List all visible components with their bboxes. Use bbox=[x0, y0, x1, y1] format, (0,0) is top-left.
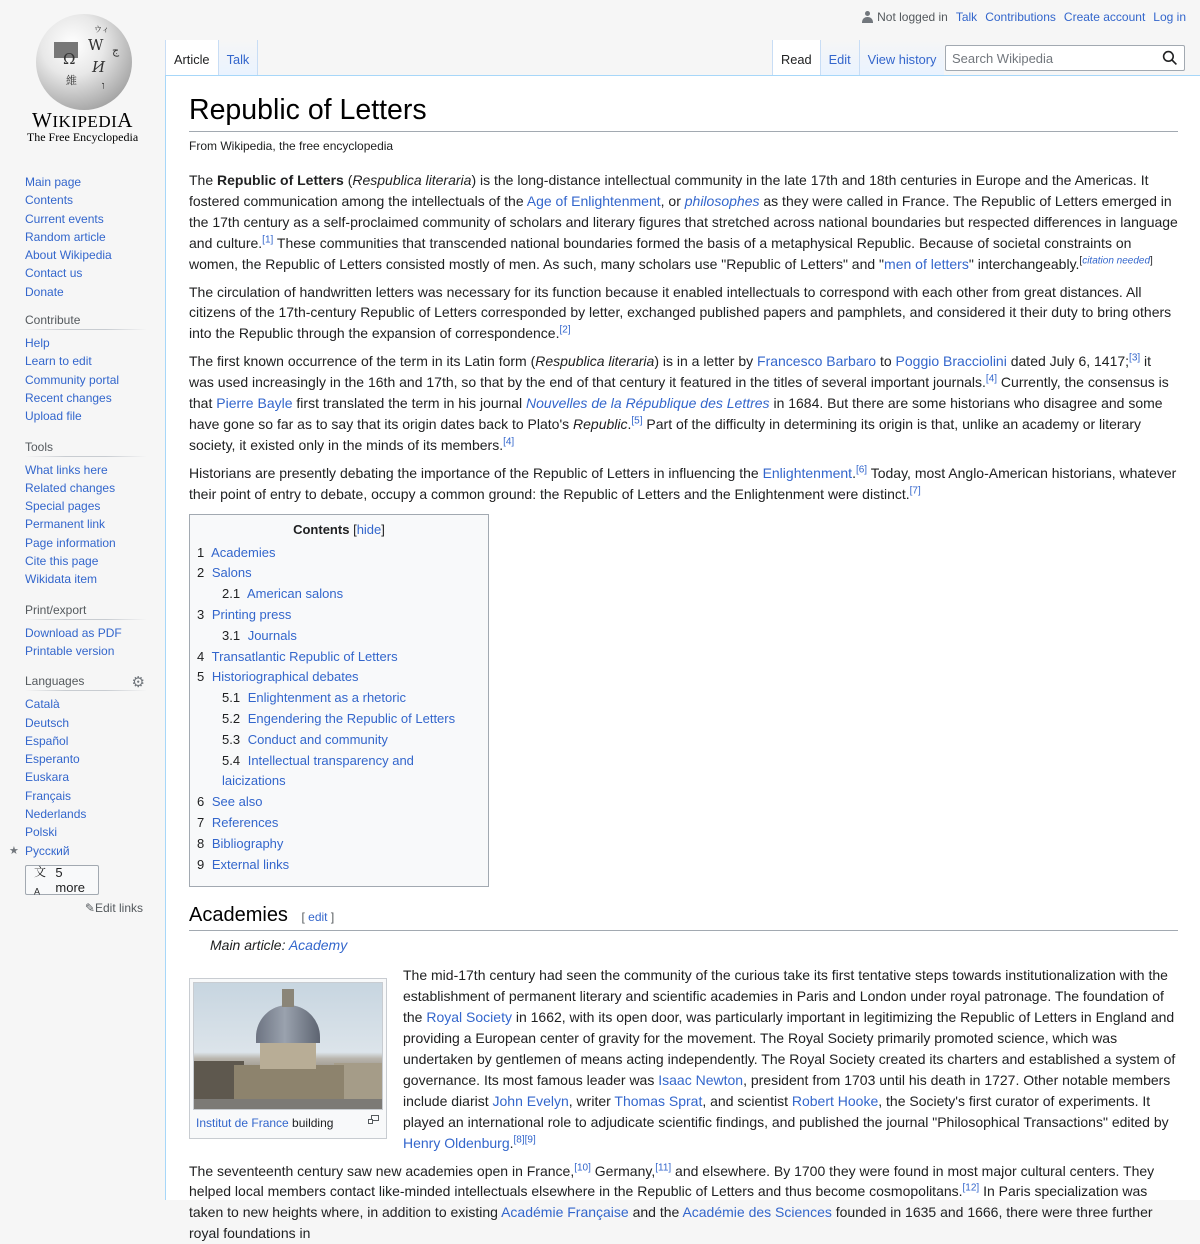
talk-link[interactable]: Talk bbox=[955, 10, 978, 24]
ref-1[interactable]: [1] bbox=[262, 234, 274, 246]
puzzle-globe-icon: Ω W И 維 ウィ ج ו bbox=[36, 14, 132, 110]
ref-7[interactable]: [7] bbox=[909, 485, 921, 497]
ref-4[interactable]: [4] bbox=[985, 373, 998, 385]
ref-8[interactable]: [8] bbox=[513, 1133, 525, 1145]
tab-talk[interactable]: Talk bbox=[219, 40, 259, 75]
toc-item[interactable]: 4 Transatlantic Republic of Letters bbox=[197, 648, 398, 664]
wordmark: WIKIPEDIA bbox=[32, 108, 133, 132]
link-henry-oldenburg[interactable]: Henry Oldenburg bbox=[403, 1134, 510, 1151]
section-heading-academies: Academies [ edit ] bbox=[189, 904, 1178, 931]
link-academie-des-sciences[interactable]: Académie des Sciences bbox=[682, 1204, 832, 1221]
sidebar-item-help[interactable]: Help bbox=[25, 336, 50, 351]
link-robert-hooke[interactable]: Robert Hooke bbox=[791, 1092, 879, 1109]
main-content bbox=[165, 75, 1200, 1242]
search-input[interactable] bbox=[946, 46, 1146, 70]
thumbnail-institut-de-france bbox=[189, 978, 387, 1139]
link-men-of-letters[interactable]: men of letters bbox=[884, 255, 969, 272]
ref-11[interactable]: [11] bbox=[655, 1161, 672, 1173]
ref-9[interactable]: [9] bbox=[524, 1133, 536, 1145]
print-export-portal bbox=[0, 603, 165, 661]
toc-item[interactable]: 3 Printing press bbox=[197, 607, 292, 623]
toc-item[interactable]: 8 Bibliography bbox=[197, 835, 284, 851]
toc-item[interactable]: 6 See also bbox=[197, 794, 263, 810]
create-account-link[interactable]: Create account bbox=[1063, 10, 1146, 24]
sidebar-item-main-page[interactable]: Main page bbox=[25, 175, 82, 189]
tab-view-history[interactable]: View history bbox=[860, 40, 945, 75]
link-royal-society[interactable]: Royal Society bbox=[426, 1009, 512, 1026]
intro-paragraph-4: Historians are presently debating the importance of the Republic of Letters in influencing the Enlightenment.[6] Today, most Anglo-American historians, whatever their point of entry to debate, occupy a common ground: the Republic of Letters and the Enlightenment were distinct.[7] bbox=[189, 464, 1177, 502]
toc-hide-toggle[interactable]: hide bbox=[356, 521, 382, 537]
translate-icon: 文$_A$ bbox=[34, 865, 47, 897]
sidebar-item-current-events[interactable]: Current events bbox=[25, 211, 104, 226]
link-isaac-newton[interactable]: Isaac Newton bbox=[658, 1071, 744, 1088]
navigation-portal bbox=[0, 173, 165, 301]
ref-12[interactable]: [12] bbox=[962, 1182, 980, 1194]
sidebar-item-what-links-here[interactable]: What links here bbox=[25, 462, 108, 477]
print-export-heading: Print/export bbox=[25, 603, 147, 620]
link-francesco-barbaro[interactable]: Francesco Barbaro bbox=[757, 353, 877, 370]
edit-links[interactable]: ✎Edit links bbox=[84, 900, 143, 915]
languages-portal bbox=[0, 674, 165, 915]
tab-article[interactable]: Article bbox=[165, 40, 219, 75]
log-in-link[interactable]: Log in bbox=[1153, 10, 1186, 24]
sidebar-item-random-article[interactable]: Random article bbox=[25, 229, 106, 244]
ref-3[interactable]: [3] bbox=[1129, 352, 1141, 364]
toc-item[interactable]: 5 Historiographical debates bbox=[197, 669, 359, 685]
site-subtitle: From Wikipedia, the free encyclopedia bbox=[189, 139, 394, 154]
link-philosophes[interactable]: philosophes bbox=[684, 192, 760, 209]
hatnote: Main article: Academy bbox=[210, 937, 348, 954]
toc-item[interactable]: 9 External links bbox=[197, 856, 290, 872]
contribute-portal bbox=[0, 313, 165, 425]
view-tabs bbox=[772, 40, 944, 75]
academies-body bbox=[189, 965, 1178, 1244]
sidebar-item-printable-version[interactable]: Printable version bbox=[25, 643, 115, 658]
sidebar-item-permanent-link[interactable]: Permanent link bbox=[25, 517, 106, 532]
link-institut-de-france[interactable]: Institut de France bbox=[196, 1116, 289, 1131]
tools-portal bbox=[0, 440, 165, 589]
not-logged-in: Not logged in bbox=[862, 10, 948, 24]
tab-edit[interactable]: Edit bbox=[821, 40, 860, 75]
academies-paragraph-2: The seventeenth century saw new academies open in France,[10] Germany,[11] and elsewhere. By 1700 they were found in most major cultural centers. They helped local members contact like-minded intellectuals elsewhere in the Republic of Letters and thus become cosmopolitans.[12] In Paris specialization was taken to new heights where, in addition to existing Académie Française and the Académie des Sciences founded in 1635 and 1666, there were three further royal foundations in bbox=[189, 1161, 1155, 1242]
ref-5[interactable]: [5] bbox=[631, 415, 643, 427]
sidebar-item-related-changes[interactable]: Related changes bbox=[25, 480, 116, 495]
sidebar-item-recent-changes[interactable]: Recent changes bbox=[25, 390, 112, 405]
link-poggio-bracciolini[interactable]: Poggio Bracciolini bbox=[895, 353, 1007, 370]
lang-item-esperanto[interactable]: Esperanto bbox=[25, 752, 80, 767]
lang-item-russian[interactable]: Русский bbox=[25, 843, 70, 858]
link-age-of-enlightenment[interactable]: Age of Enlightenment bbox=[526, 192, 661, 209]
sidebar-item-download-pdf[interactable]: Download as PDF bbox=[25, 625, 122, 640]
enlarge-icon[interactable] bbox=[368, 1115, 379, 1124]
tagline: The Free Encyclopedia bbox=[26, 130, 139, 144]
page-title: Republic of Letters bbox=[189, 92, 1178, 132]
tools-heading: Tools bbox=[25, 440, 147, 457]
link-enlightenment[interactable]: Enlightenment bbox=[762, 464, 853, 481]
pencil-icon: ✎ bbox=[84, 900, 95, 915]
toc-item[interactable]: 5.2 Engendering the Republic of Letters bbox=[222, 711, 456, 727]
namespace-tabs bbox=[165, 40, 258, 75]
sidebar-item-about-wikipedia[interactable]: About Wikipedia bbox=[25, 248, 112, 263]
toc-title: Contents [hide] bbox=[293, 521, 385, 537]
toc-item[interactable]: 2.1 American salons bbox=[222, 586, 344, 602]
link-nouvelles[interactable]: Nouvelles de la République des Lettres bbox=[525, 395, 770, 412]
link-academy[interactable]: Academy bbox=[288, 937, 348, 954]
sidebar-item-page-information[interactable]: Page information bbox=[25, 535, 116, 550]
sidebar bbox=[0, 165, 165, 929]
intro-paragraph-1: The Republic of Letters (Respublica literaria) is the long-distance intellectual community in the late 17th and 18th centuries in Europe and the Americas. It fostered communication among the intellectuals of the Age of Enlightenment, or philosophes as they were called in France. The Republic of Letters emerged in the 17th century as a self-proclaimed community of scholars and literary figures that stretched across national boundaries but respected differences in language and culture.[1] These communities that transcended national boundaries formed the basis of a metaphysical Republic. Because of societal constraints on women, the Republic of Letters consisted mostly of men. As such, many scholars use "Republic of Letters" and "men of letters" interchangeably.[citation needed] bbox=[189, 172, 1178, 272]
more-languages-button[interactable]: 文$_A$ 5 more bbox=[25, 865, 99, 895]
lang-item-nederlands[interactable]: Nederlands bbox=[25, 807, 87, 822]
link-academie-francaise[interactable]: Académie Française bbox=[501, 1204, 629, 1221]
lang-item-francais[interactable]: Français bbox=[25, 788, 72, 803]
sidebar-item-learn-to-edit[interactable]: Learn to edit bbox=[25, 354, 92, 369]
toc-item[interactable]: 2 Salons bbox=[197, 565, 252, 581]
ref-10[interactable]: [10] bbox=[574, 1161, 591, 1173]
tab-read[interactable]: Read bbox=[772, 40, 821, 75]
lang-item-euskara[interactable]: Euskara bbox=[25, 770, 70, 785]
search-box bbox=[945, 45, 1185, 71]
thumbnail-caption: Institut de France building bbox=[193, 1110, 383, 1135]
sidebar-item-wikidata-item[interactable]: Wikidata item bbox=[25, 572, 98, 587]
ref-2[interactable]: [2] bbox=[559, 324, 571, 336]
contributions-link[interactable]: Contributions bbox=[985, 10, 1056, 24]
personal-tools bbox=[862, 10, 1186, 24]
table-of-contents bbox=[189, 514, 489, 888]
link-john-evelyn[interactable]: John Evelyn bbox=[492, 1092, 569, 1109]
wikipedia-logo[interactable] bbox=[0, 0, 165, 160]
link-thomas-sprat[interactable]: Thomas Sprat bbox=[614, 1092, 703, 1109]
languages-heading: Languages ⚙ bbox=[25, 674, 145, 692]
edit-section-link[interactable]: edit bbox=[308, 910, 328, 925]
sidebar-item-contents[interactable]: Contents bbox=[25, 193, 74, 208]
gear-icon[interactable]: ⚙ bbox=[131, 674, 145, 692]
intro-paragraph-3: The first known occurrence of the term in its Latin form (Respublica literaria) is in a letter by Francesco Barbaro to Poggio Bracciolini dated July 6, 1417;[3] it was used increasingly in the 16th and 17th, so that by the end of that century it featured in the titles of several important journals.[4] Currently, the consensus is that Pierre Bayle first translated the term in his journal Nouvelles de la République des Lettres in 1684. But there are some historians who disagree and some have gone so far as to say that its origin dates back to Plato's Republic.[5] Part of the difficulty in determining its origin is that, unlike an academy or literary society, it existed only in the minds of its members.[4] bbox=[189, 352, 1169, 453]
article-body bbox=[189, 170, 1178, 505]
link-pierre-bayle[interactable]: Pierre Bayle bbox=[216, 395, 293, 412]
sidebar-item-community-portal[interactable]: Community portal bbox=[25, 372, 120, 387]
toc-item[interactable]: 1 Academies bbox=[197, 544, 276, 560]
lang-item-catala[interactable]: Català bbox=[25, 697, 60, 712]
ref-4b[interactable]: [4] bbox=[503, 436, 515, 448]
toc-item[interactable]: 7 References bbox=[197, 815, 279, 830]
intro-paragraph-2: The circulation of handwritten letters was necessary for its function because it enabled intellectuals to correspond with each other from great distances. All citizens of the 17th-century Republic of Letters corresponded by letter, exchanged published papers and pamphlets, and considered it their duty to bring others into the Republic through the expansion of correspondence.[2] bbox=[189, 283, 1172, 342]
sidebar-item-donate[interactable]: Donate bbox=[25, 284, 64, 299]
toc-item[interactable]: 5.1 Enlightenment as a rhetoric bbox=[222, 690, 406, 706]
institut-de-france-image[interactable] bbox=[193, 982, 383, 1110]
lang-item-espanol[interactable]: Español bbox=[25, 733, 69, 748]
citation-needed-link[interactable]: citation needed bbox=[1082, 255, 1151, 267]
sidebar-item-special-pages[interactable]: Special pages bbox=[25, 499, 101, 514]
sidebar-item-cite-this-page[interactable]: Cite this page bbox=[25, 554, 99, 569]
academies-paragraph-1: The mid-17th century had seen the community of the curious take its first tentative steps towards institutionalization with the establishment of permanent literary and scientific academies in Paris and London under royal patronage. The foundation of the Royal Society in 1662, with its open door, was particularly important in legitimizing the Republic of Letters in England and providing a European center of gravity for the movement. The Royal Society primarily promoted science, which was undertaken by gentlemen of means acting independently. The Royal Society created its charters and established a system of governance. Its most famous leader was Isaac Newton, president from 1703 until his death in 1727. Other notable members include diarist John Evelyn, writer Thomas Sprat, and scientist Robert Hooke, the Society's first curator of experiments. It played an international role to adjudicate scientific findings, and published the journal "Philosophical Transactions" edited by Henry Oldenburg.[8][9] bbox=[403, 967, 1176, 1151]
toc-item[interactable]: 5.4 Intellectual transparency and laicizations bbox=[222, 752, 414, 789]
lang-item-deutsch[interactable]: Deutsch bbox=[25, 715, 70, 730]
contribute-heading: Contribute bbox=[25, 313, 147, 330]
sidebar-item-upload-file[interactable]: Upload file bbox=[25, 409, 82, 424]
lang-item-polski[interactable]: Polski bbox=[25, 825, 58, 840]
toc-item[interactable]: 5.3 Conduct and community bbox=[222, 731, 388, 747]
toc-item[interactable]: 3.1 Journals bbox=[222, 627, 297, 643]
ref-6[interactable]: [6] bbox=[855, 464, 868, 476]
star-icon: ★ bbox=[9, 844, 19, 857]
sidebar-item-contact-us[interactable]: Contact us bbox=[25, 266, 83, 281]
user-icon bbox=[862, 11, 873, 23]
search-icon[interactable] bbox=[1162, 50, 1178, 66]
